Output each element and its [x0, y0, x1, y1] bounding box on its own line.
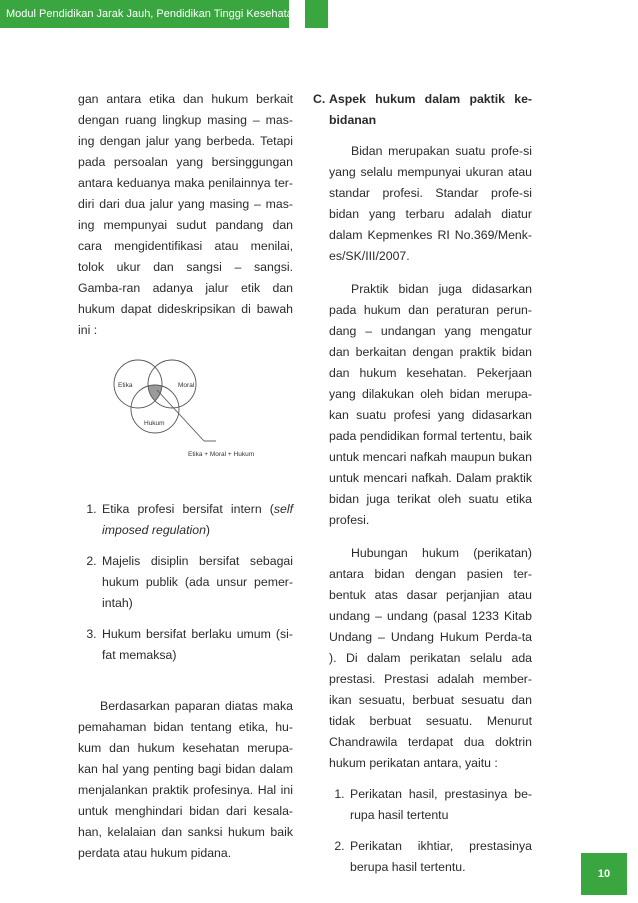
- venn-label-hukum: Hukum: [144, 420, 165, 427]
- venn-label-etika: Etika: [118, 382, 133, 389]
- header-bar: [0, 0, 299, 28]
- left-list-item: 2. Majelis disiplin bersifat sebagai hukum publik (ada unsur pemer-intah): [100, 551, 293, 614]
- page-number: 10: [597, 868, 611, 880]
- right-paragraph-3: Hubungan hukum (perikatan) antara bidan dengan pasien ter-bentuk atas dasar perjanjian atau undang – undang (pasal 1233 Kitab Undang – Undang Hukum Perda-ta ). Di dalam perikatan selalu ada prestasi. Prestasi adalah member-ikan sesuatu, berbuat sesuatu dan tidak berbuat sesuatu. Menurut Chandrawila terdapat dua doktrin hukum perikatan antara, yaitu :: [329, 546, 532, 770]
- left-paragraph-1: gan antara etika dan hukum berkait dengan ruang lingkup masing – mas-ing dengan jalur yang berbeda. Tetapi pada persoalan yang bersinggungan antara keduanya maka penilainnya ter-diri dari dua jalur yang masing – mas-ing mempunyai sudut pandang dan cara mengidentifikasi atau menilai, tolok ukur dan sangsi – sangsi. Gamba-ran adanya jalur etik dan hukum dapat dideskripsikan di bawah ini :: [78, 92, 293, 337]
- right-list-item: 1. Perikatan hasil, prestasinya be-rupa hasil tertentu: [348, 784, 532, 826]
- right-list: [313, 784, 532, 878]
- left-paragraph-2: Berdasarkan paparan diatas maka pemahaman bidan tentang etika, hu-kum dan hukum kesehatan merupa-kan hal yang penting bagi bidan dalam menjalankan praktik profesinya. Hal ini untuk menghindari bidan dari kesala-han, kelalaian dan sanksi hukum baik perdata atau hukum pidana.: [78, 699, 293, 860]
- section-title: Aspek hukum dalam paktik ke-bidanan: [329, 92, 532, 127]
- right-paragraph-2: Praktik bidan juga didasarkan pada hukum dan peraturan perun-dang – undangan yang mengatur dan berkaitan dengan praktik bidan dan hukum kesehatan. Pekerjaan yang dilakukan oleh bidan merupa-kan suatu profesi yang didasarkan pada pendidikan formal tertentu, baik untuk mencari nafkah maupun bukan untuk mencari nafkah. Dalam praktik bidan juga terikat oleh suatu etika profesi.: [329, 282, 532, 527]
- right-paragraph-1: Bidan merupakan suatu profe-si yang selalu mempunyai ukuran atau standar profesi. Standar profe-si bidan yang terbaru adalah diatur dalam Kepmenkes RI No.369/Menk-es/SK/III/2007.: [329, 144, 532, 263]
- right-list-item: 2. Perikatan ikhtiar, prestasinya berupa hasil tertentu.: [348, 836, 532, 878]
- header-title: Modul Pendidikan Jarak Jauh, Pendidikan Tinggi Kesehatan: [6, 8, 299, 20]
- venn-equation: Etika + Moral + Hukum: [188, 451, 255, 458]
- left-list-item: 1. Etika profesi bersifat intern (self imposed regulation): [100, 499, 293, 541]
- section-heading: [313, 89, 532, 131]
- venn-diagram: [94, 357, 274, 458]
- section-letter: C.: [313, 92, 326, 106]
- right-column: [313, 89, 532, 888]
- left-column: [78, 89, 293, 864]
- page-number-badge: [581, 853, 627, 895]
- venn-label-moral: Moral: [178, 382, 195, 389]
- header-accent-block: [305, 0, 328, 28]
- left-list-item: 3. Hukum bersifat berlaku umum (si-fat memaksa): [100, 624, 293, 666]
- left-list: [78, 499, 293, 666]
- venn-diagram-graphic: [94, 357, 274, 453]
